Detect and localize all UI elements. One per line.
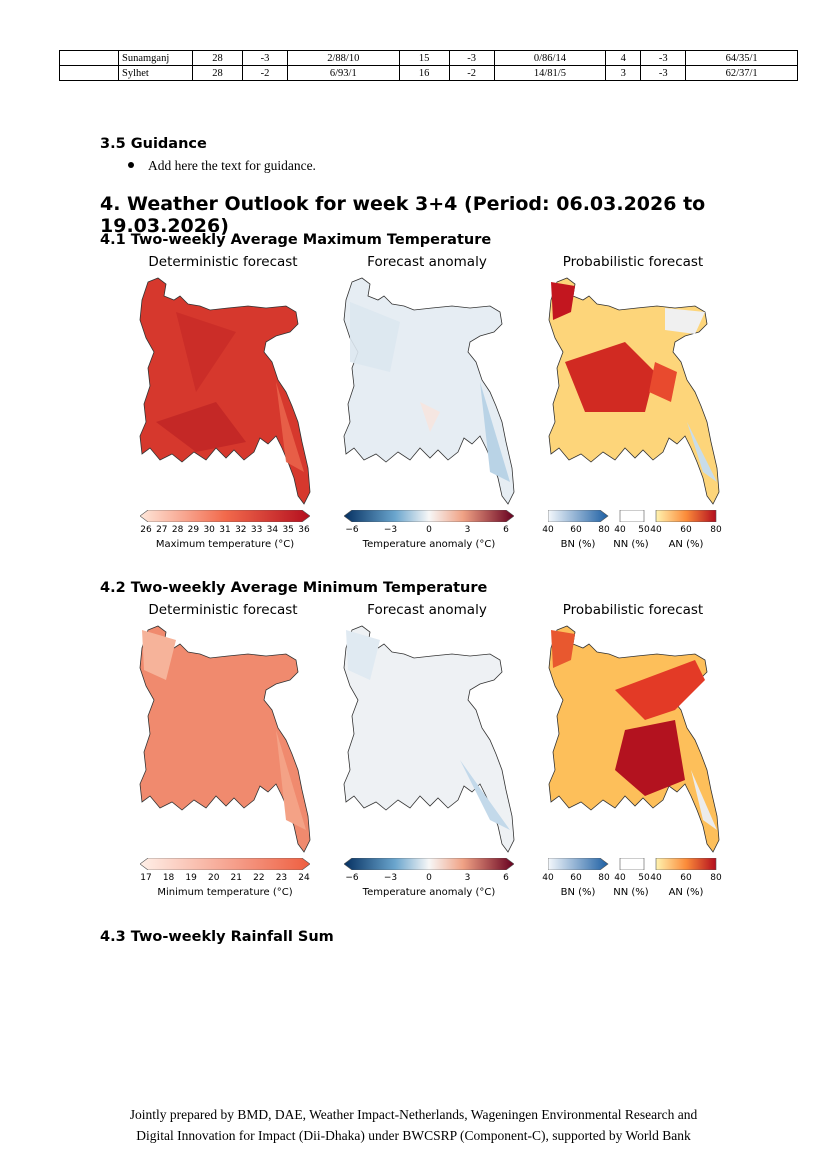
max-deterministic-map — [136, 272, 312, 512]
panel-title-deterministic: Deterministic forecast — [148, 254, 298, 270]
nn-label: NN (%) — [613, 887, 649, 898]
nn-label: NN (%) — [613, 539, 649, 550]
colorbar-tick: 40 — [542, 525, 554, 535]
colorbar-tick: 0 — [426, 873, 432, 883]
bn-label: BN (%) — [560, 887, 596, 898]
colorbar-tick: 60 — [570, 525, 582, 535]
max-prob-colorbar — [548, 510, 718, 522]
colorbar-tick: 32 — [235, 525, 247, 535]
colorbar-tick: 40 — [650, 525, 662, 535]
colorbar-tick: 40 — [650, 873, 662, 883]
panel-title-anomaly: Forecast anomaly — [367, 254, 487, 270]
colorbar-tick: 33 — [250, 525, 263, 535]
min-probabilistic-map — [545, 620, 721, 860]
max-anom-colorbar-label: Temperature anomaly (°C) — [362, 539, 496, 550]
guidance-heading: 3.5 Guidance — [100, 136, 207, 152]
colorbar-tick: 20 — [207, 873, 220, 883]
colorbar-tick: 80 — [710, 525, 722, 535]
colorbar-tick: 40 — [542, 873, 554, 883]
min-anom-colorbar-label: Temperature anomaly (°C) — [362, 887, 496, 898]
table-row: Sunamganj 28 -3 2/88/10 15 -3 0/86/14 4 -3 64/35/1 — [60, 51, 798, 66]
colorbar-tick: 28 — [171, 525, 184, 535]
min-anomaly-map — [340, 620, 516, 860]
footer — [60, 1104, 767, 1146]
min-det-colorbar — [140, 858, 310, 870]
outlook-heading: 4. Weather Outlook for week 3+4 (Period: 06.03.2026 to 19.03.2026) — [100, 193, 706, 237]
colorbar-tick: 24 — [298, 873, 310, 883]
colorbar-tick: 80 — [598, 525, 610, 535]
footer-line: Jointly prepared by BMD, DAE, Weather Impact-Netherlands, Wageningen Environmental Research and — [129, 1107, 698, 1122]
colorbar-tick: 40 — [614, 525, 626, 535]
panel-title-probabilistic: Probabilistic forecast — [562, 254, 704, 270]
panel-title-deterministic: Deterministic forecast — [148, 602, 298, 618]
max-anomaly-map — [340, 272, 516, 512]
min-deterministic-map — [136, 620, 312, 860]
panel-title-probabilistic: Probabilistic forecast — [562, 602, 704, 618]
colorbar-tick: 36 — [298, 525, 310, 535]
max-anom-colorbar — [344, 510, 514, 522]
colorbar-tick: 40 — [614, 873, 626, 883]
colorbar-tick: 60 — [680, 525, 692, 535]
colorbar-tick: 18 — [162, 873, 175, 883]
max-det-colorbar-label: Maximum temperature (°C) — [155, 539, 295, 550]
colorbar-tick: 26 — [140, 525, 152, 535]
an-label: AN (%) — [668, 887, 704, 898]
colorbar-tick: 50 — [638, 873, 650, 883]
footer-line: Digital Innovation for Impact (Dii-Dhaka) under BWCSRP (Component-C), supported by World Bank — [136, 1128, 691, 1143]
colorbar-tick: 60 — [570, 873, 582, 883]
colorbar-tick: 6 — [503, 525, 509, 535]
bn-label: BN (%) — [560, 539, 596, 550]
colorbar-tick: −6 — [345, 873, 359, 883]
colorbar-tick: 34 — [266, 525, 279, 535]
section-rainfall-heading: 4.3 Two-weekly Rainfall Sum — [100, 929, 334, 945]
bullet-icon — [128, 162, 134, 168]
colorbar-tick: 31 — [219, 525, 231, 535]
table-row: Sylhet 28 -2 6/93/1 16 -2 14/81/5 3 -3 62/37/1 — [60, 66, 798, 81]
colorbar-tick: −3 — [383, 873, 398, 883]
colorbar-tick: 80 — [598, 873, 610, 883]
min-anom-colorbar — [344, 858, 514, 870]
an-label: AN (%) — [668, 539, 704, 550]
min-prob-colorbar — [548, 858, 718, 870]
max-probabilistic-map — [545, 272, 721, 512]
colorbar-tick: 0 — [426, 525, 432, 535]
colorbar-tick: 22 — [253, 873, 265, 883]
guidance-bullet: Add here the text for guidance. — [128, 158, 316, 174]
colorbar-tick: 60 — [680, 873, 692, 883]
section-min-heading: 4.2 Two-weekly Average Minimum Temperature — [100, 580, 488, 596]
colorbar-tick: 29 — [187, 525, 200, 535]
colorbar-tick: −6 — [345, 525, 359, 535]
colorbar-tick: 21 — [230, 873, 242, 883]
colorbar-tick: 80 — [710, 873, 722, 883]
colorbar-tick: −3 — [383, 525, 398, 535]
colorbar-tick: 50 — [638, 525, 650, 535]
colorbar-tick: 17 — [140, 873, 152, 883]
section-max-heading: 4.1 Two-weekly Average Maximum Temperature — [100, 232, 492, 248]
colorbar-tick: 19 — [185, 873, 197, 883]
panel-title-anomaly: Forecast anomaly — [367, 602, 487, 618]
colorbar-tick: 27 — [156, 525, 168, 535]
colorbar-tick: 30 — [203, 525, 215, 535]
station-table — [59, 50, 798, 81]
colorbar-tick: 35 — [282, 525, 294, 535]
colorbar-tick: 3 — [464, 525, 471, 535]
min-det-colorbar-label: Minimum temperature (°C) — [157, 887, 293, 898]
max-det-colorbar — [140, 510, 310, 522]
colorbar-tick: 3 — [464, 873, 471, 883]
colorbar-tick: 6 — [503, 873, 509, 883]
colorbar-tick: 23 — [275, 873, 288, 883]
